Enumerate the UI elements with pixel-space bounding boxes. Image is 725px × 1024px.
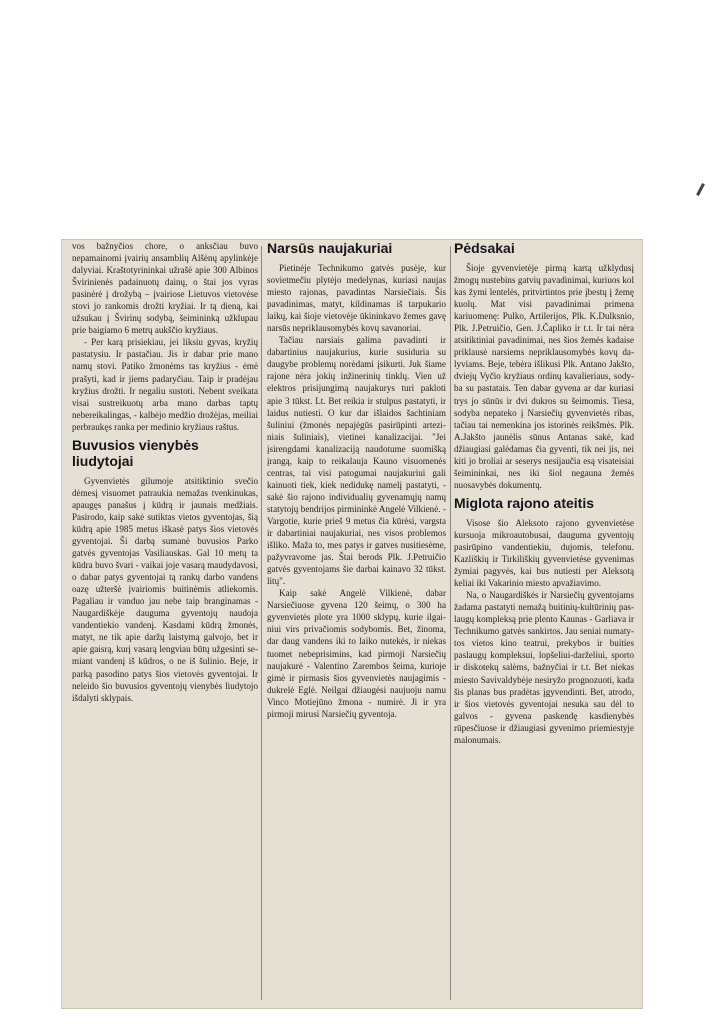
article-column-3: [454, 240, 634, 1008]
column-divider: [450, 246, 451, 1000]
article-paragraph: Na, o Naugardiškės ir Narsiečių gyventojams žadama pastatyti nemažą buitinių-kultūrinių paslaugų kompleksą prie plento Kaunas - Garliava ir Technikumo gatvės sankirtos. Jau seniai numatytos vietos kino teatrui, prekybos ir buities paslaugų kompleksui, lopšeliui-darželiui, sporto ir diskotekų salėms, bažnyčiai ir t.t. Bet niekas miesto Savivaldybėje nesiryžo prognozuoti, kada šis planas bus pradėtas įgyvendinti. Bet, atrodo, ir šios vietovės gyventojai nesuka sau dėl to galvos - gyvena paskendę kasdienybės rūpesčiuose ir džiaugiasi gyvenimo priemiestyje malonumais.: [454, 590, 634, 745]
article-column-2: [267, 240, 446, 1008]
article-paragraph: Tačiau narsiais galima pavadinti ir dabartinius naujakurius, kurie susiduria su daugybe problemų norėdami įsikurti. Juk šiame rajone nėra jokių inžinerinių tinklų. Vien už elektros prisijungimą naujakurys turi pakloti apie 3 tūkst. Lt. Bet reikia ir stulpus pastatyti, ir laidus nutiesti. O kur dar išlaidos šachtiniam šuliniui (žmonės nepajėgūs pasirūpinti arteziniais šuliniais), vietinei kanalizacijai. "Jei įsirengdami kanalizaciją naudotume suomišką įrangą, kaip to reikalauja Kauno visuomenės centras, tai visi patogumai naujakuriui gali kainuoti tiek, kiek nedidukę namelį pastatyti, - sakė šio rajono individualių gyvenamųjų namų statytojų bendrijos pirmininkė Angelė Vilkienė. - Vargotie, kurie prieš 9 metus čia kūrėsi, vargsta ir dabartiniai naujakuriai, nes visos problemos išliko. Maža to, mes patys ir gatves nusitiesėme, pažyvravome jas. Štai berods Plk. J.Petruičio gatvės gyventojams šie darbai kainavo 32 tūkst. litų".: [267, 335, 446, 587]
article-paragraph: Gyvenvietės gilumoje atsitiktinio svečio dėmesį visuomet patraukia nemažas tvenkinukas, apaugęs panašus į kūdrą ir jaunais medžiais. Pasirodo, kaip sakė sutiktas vietos gyventojas, šią kūdrą apie 1985 metus iškasė patys šios vietovės gyventojai. Ši darbą sumanė buvusios Parko gatvės gyventojas Vasiliauskas. Gal 10 metų ta kūdra buvo švari - vaikai joje vasarą maudydavosi, o dabar patys gyventojai tą rankų darbo vandens oazę užteršė įvairiomis buitinėmis atliekomis. Pagaliau ir vanduo jau nebe taip branginamas - Naugardiškėje dauguma gyventojų naudoja vandentiekio vandenį. Kasdami kūdrą žmonės, matyt, ne tik apie daržų laistymą galvojo, bet ir apie gaisrą, kurį vasarą lengviau būtų užgesinti semiant vandenį iš kūdros, o ne iš šulinio. Beje, ir parką pasodino patys šios vietovės gyventojai. Ir neleido šio buvusios gyventojų vienybės liudytojo išdalyti sklypais.: [72, 475, 258, 703]
article-paragraph: Pietinėje Technikumo gatvės pusėje, kur sovietmečiu plytėjo medelynas, kuriasi naujas miesto rajonas, pavadintas Narsiečiais. Šis pavadinimas, matyt, kildinamas iš tarpukario laikų, kai šioje vietovėje ūkininkavo žemes gavę narsūs nepriklausomybės kovų savanoriai.: [267, 263, 446, 334]
newspaper-clipping: [62, 240, 642, 1008]
section-heading: Pėdsakai: [454, 240, 515, 256]
column-divider: [261, 246, 262, 1000]
article-paragraph: Šioje gyvenvietėje pirmą kartą užklydusį žmogų nustebins gatvių pavadinimai, kuriuos kol kas žymi lentelės, pritvirtintos prie įbestų į žemę kuolų. Mat visi pavadinimai primena kariuomenę: Pulko, Artilerijos, Plk. K.Dulksnio, Plk. J.Petruičio, Gen. J.Čapliko ir t.t. Ir tai nėra atsitiktiniai pavadinimai, nes šios žemės kadaise priklausė narsiems nepriklausomybės kovų dalyviams. Beje, tebėra išlikusi Plk. Antano Jakšto, dviejų Vyčio kryžiaus ordinų kavalieriaus, sodyba su pastatais. Ten dabar gyvena ar dar kuriasi trys jo sūnūs ir dvi dukros su šeimomis. Tiesa, sodyba nepateko į Narsiečių gyvenvietės ribas, tačiau tai nemenkina jos istorinės reikšmės. Plk. A.Jakšto jaunėlis sūnus Antanas sakė, kad džiaugiasi galėdamas čia gyventi, tik nei jis, nei kiti jo broliai ar seserys nesijaučia esą visateisiai šeimininkai, nes iki šiol negauna žemės nuosavybės dokumentų.: [454, 263, 634, 490]
section-heading: Buvusios vienybės liudytojai: [72, 436, 199, 469]
article-paragraph: - Per karą prisiekiau, jei liksiu gyvas, kryžių pastatysiu. Ir pastačiau. Jis ir dabar prie mano namų stovi. Patiko žmonėms tas kryžius - ėmė prašyti, kad ir jiems padaryčiau. Taip ir pradėjau kryžius drožti. Ir negaliu sustoti. Nebent sveikata visai sustreikuotų arba mano darbas taptų nebereikalingas, - kalbėjo medžio drožėjas, meiliai perbraukęs ranka per medinio kryžiaus raštus.: [72, 337, 258, 432]
article-paragraph: Kaip sakė Angelė Vilkienė, dabar Narsiečiuose gyvena 120 šeimų, o 300 ha gyvenvietės plote yra 1000 sklypų, kurie ilgainiui virs privačiomis sodybomis. Bet, žinoma, dar daug vandens iki to laiko nutekės, ir niekas tuomet nebeprisimins, kad pirmoji Narsiečių naujakurė - Valentino Zarembos šeima, kurioje gimė ir pirmasis šios gyvenvietės naujagimis - dukrelė Eglė. Neilgai džiaugėsi naujuoju namu Vinco Motiejūno žmona - numirė. Ji ir yra pirmoji mirusi Narsiečių gyventoja.: [267, 588, 446, 719]
pen-mark: [696, 183, 705, 196]
article-paragraph: vos bažnyčios chore, o anksčiau buvo nepamainomi įvairių ansamblių Alšėnų apylinkėje dalyviai. Kraštotyrininkai užrašė apie 300 Albinos Švirinienės padainuotų dainų, o štai jos vyras pasinėrė į drožybą – įvairiose Lietuvos vietovėse stovi jo rankomis drožti kryžiai. Ir tą dieną, kai užsukau į Švirinų sodybą, šeimininką užklupau prie baigiamo 6 metrų aukščio kryžiaus.: [72, 241, 258, 336]
article-paragraph: Visose šio Aleksoto rajono gyvenvietėse kursuoja mikroautobusai, dauguma gyventojų pasirūpino vandentiekiu, dujomis, telefonu. Kazliškių ir Tirkiliškių gyvenvietėse gyvenimas žymiai pagyvės, kai bus nutiesti per Aleksotą keliai iki Vakarinio miesto apvažiavimo.: [454, 517, 634, 589]
section-heading: Miglota rajono ateitis: [454, 494, 595, 511]
article-column-1: [72, 240, 258, 1008]
section-heading: Narsūs naujakuriai: [267, 240, 393, 256]
